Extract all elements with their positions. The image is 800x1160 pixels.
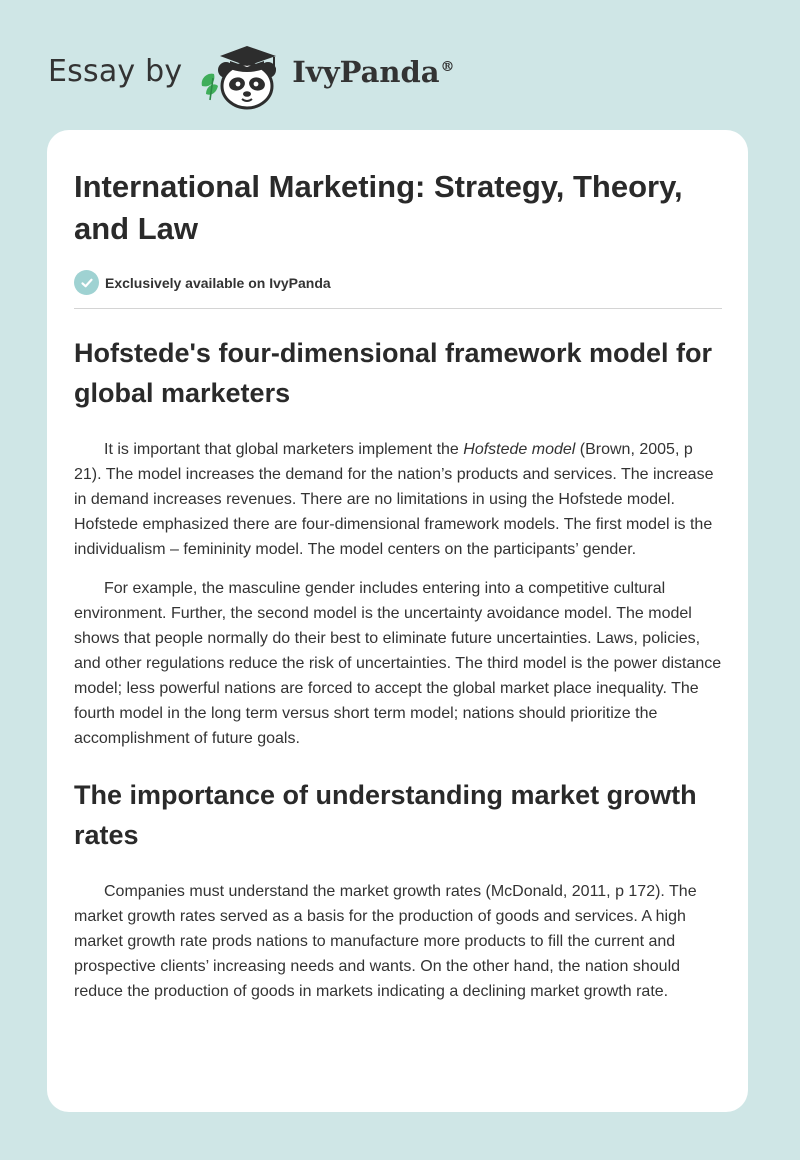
body-paragraph: For example, the masculine gender includes entering into a competitive cultural environment. Further, the second model is the uncertainty avoidance model. The model shows that people normally do their best to eliminate future uncertainties. Laws, policies, and other regulations reduce the risk of uncertainties. The third model is the power distance model; less powerful nations are forced to accept the global market place inequality. The fourth model in the long term versus short term model; nations should prioritize the accomplishment of future goals.	[74, 580, 722, 747]
brand-name[interactable]: IvyPanda®	[292, 55, 455, 89]
emphasis-term: Hofstede model	[463, 441, 576, 458]
section-heading: Hofstede's four-dimensional framework model for global marketers	[74, 338, 713, 408]
badge-label: Exclusively available on IvyPanda	[105, 274, 331, 291]
page-title: International Marketing: Strategy, Theory, and Law	[74, 169, 683, 246]
title-divider	[74, 308, 722, 309]
section-hofstede	[74, 333, 722, 751]
exclusive-badge	[74, 270, 722, 295]
body-paragraph: It is important that global marketers implement the Hofstede model (Brown, 2005, p 21). The model increases the demand for the nation’s products and services. The increase in demand increases revenues. There are no limitations in using the Hofstede model. Hofstede emphasized there are four-dimensional framework models. The first model is the individualism – femininity model. The model centers on the participants’ gender.	[74, 441, 714, 558]
panda-logo-icon[interactable]	[198, 34, 290, 114]
body-paragraph: Companies must understand the market growth rates (McDonald, 2011, p 172). The market growth rates served as a basis for the production of goods and services. A high market growth rate prods nations to manufacture more products to fill the current and prospective clients’ increasing needs and wants. On the other hand, the nation should reduce the production of goods in markets indicating a declining market growth rate.	[74, 883, 697, 1000]
essay-card	[47, 130, 748, 1112]
brand-prefix: Essay by	[48, 53, 183, 89]
registered-mark: ®	[440, 59, 455, 76]
section-heading: The importance of understanding market growth rates	[74, 780, 697, 850]
check-circle-icon	[74, 270, 99, 295]
section-market-growth	[74, 775, 722, 1004]
site-header	[48, 34, 455, 114]
